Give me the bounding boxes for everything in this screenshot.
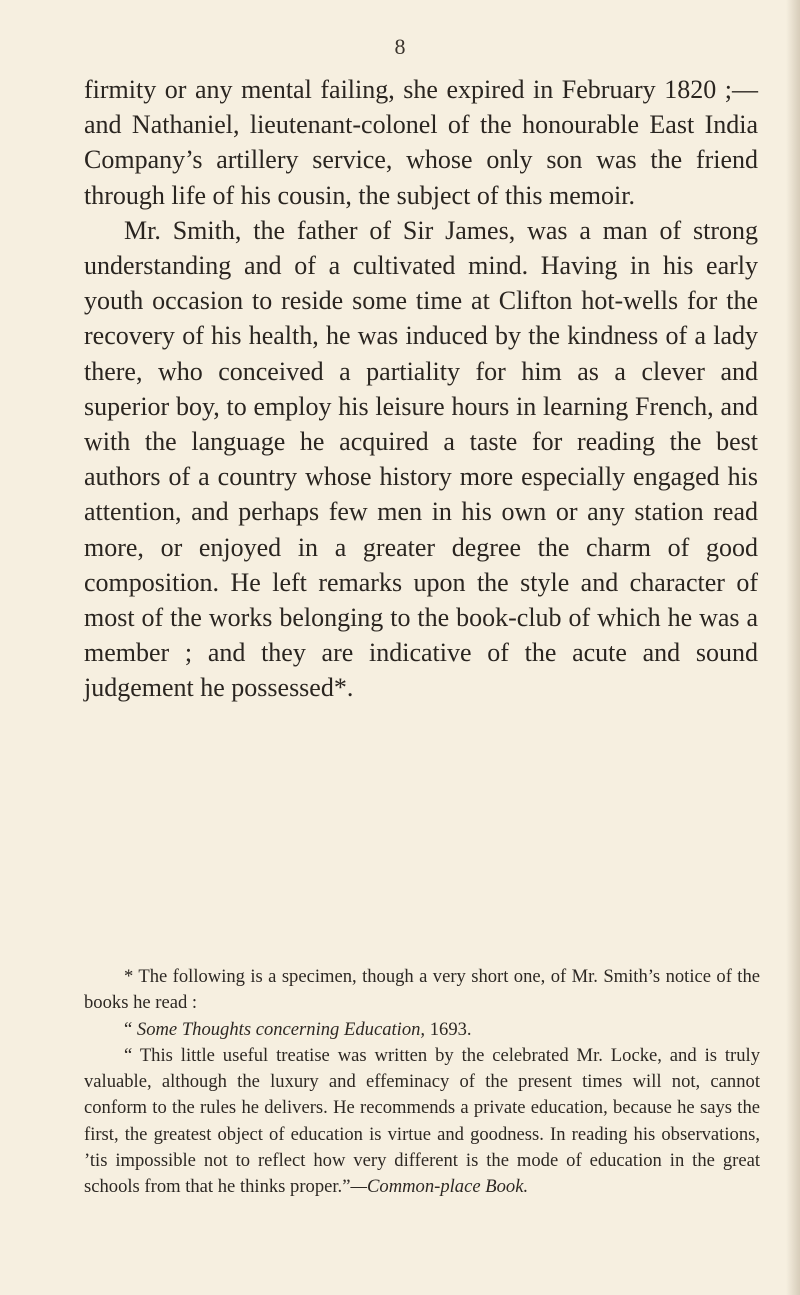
main-text: [84, 72, 758, 706]
footnote-book-title-line: [84, 1017, 760, 1043]
footnote-book-title: Some Thoughts concerning Education,: [136, 1018, 426, 1040]
footnote-book-year: 1693.: [425, 1018, 472, 1040]
footnote-body-line: [84, 1043, 760, 1201]
page-number: 8: [394, 34, 406, 59]
footnote-body: “ This little useful treatise was written by the celebrated Mr. Locke, and is truly valuable, although the luxury and effeminacy of the present times will not, cannot conform to the rules he delivers. He recommends a private education, because he says the first, the greatest object of education is virtue and goodness. In reading his observations, ’tis impossible not to reflect how very different is the mode of education in the great schools from that he thinks proper.”: [84, 1044, 760, 1198]
footnote-title-quote: “: [124, 1018, 137, 1040]
paragraph-2: Mr. Smith, the father of Sir James, was a man of strong understanding and of a cultivated mind. Having in his early youth occasion to reside some time at Clifton hot-wells for the recovery of his health, he was induced by the kindness of a lady there, who conceived a partiality for him as a clever and superior boy, to employ his leisure hours in learning French, and with the language he acquired a taste for reading the best authors of a country whose history more especially engaged his attention, and perhaps few men in his own or any station read more, or enjoyed in a greater degree the charm of good composition. He left remarks upon the style and character of most of the works belonging to the book-club of which he was a member ; and they are indicative of the acute and sound judgement he possessed*.: [84, 215, 758, 703]
page-edge-shadow: [786, 0, 800, 1295]
footnote-intro: * The following is a specimen, though a very short one, of Mr. Smith’s notice of the books he read :: [84, 966, 760, 1014]
footnote: [84, 964, 760, 1201]
paragraph-1: firmity or any mental failing, she expired in February 1820 ;—and Nathaniel, lieutenant-colonel of the honourable East India Company’s artillery service, whose only son was the friend through life of his cousin, the subject of this memoir.: [84, 75, 758, 210]
footnote-source: —Common-place Book.: [350, 1176, 529, 1198]
